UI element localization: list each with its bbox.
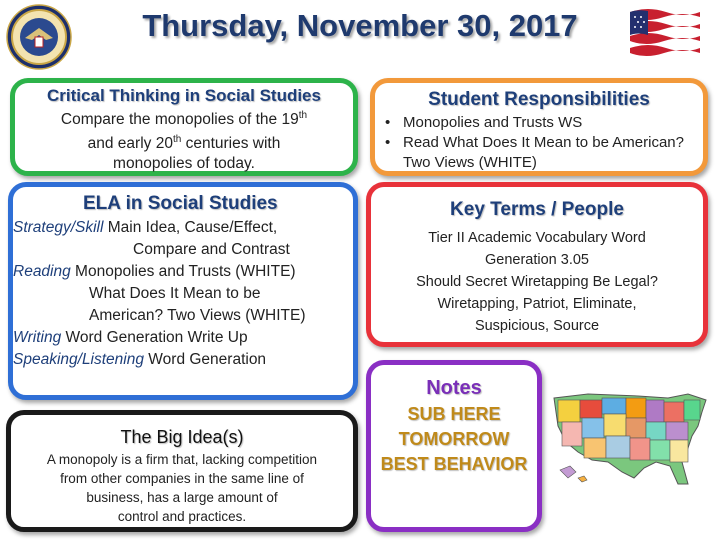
ela-value: Word Generation [144, 351, 267, 368]
key-terms-line: Generation 3.05 [485, 252, 589, 268]
ela-label: Speaking/Listening [13, 351, 144, 368]
ela-row [13, 261, 353, 283]
ela-content [13, 217, 353, 371]
critical-thinking-line-2 [15, 130, 353, 154]
key-terms-line: Tier II Academic Vocabulary Word [428, 230, 646, 246]
critical-thinking-heading: Critical Thinking in Social Studies [47, 86, 321, 105]
ela-value: Main Idea, Cause/Effect, [103, 219, 278, 236]
ela-value: Word Generation Write Up [61, 329, 248, 346]
student-responsibilities-heading: Student Responsibilities [428, 89, 650, 110]
notes-line: TOMORROW [398, 429, 510, 449]
ela-value: What Does It Mean to be [89, 285, 261, 302]
key-terms-panel [366, 182, 708, 347]
key-terms-line: Wiretapping, Patriot, Eliminate, [437, 296, 637, 312]
big-idea-panel [6, 410, 358, 532]
ela-value: American? Two Views (WHITE) [89, 307, 306, 324]
ct-line1-text: Compare the monopolies of the 19 [60, 111, 299, 129]
ct-line2-text: and early 20 [87, 135, 173, 153]
key-terms-heading: Key Terms / People [450, 199, 624, 220]
us-flag-icon [626, 6, 700, 68]
ela-value: Monopolies and Trusts (WHITE) [70, 263, 296, 280]
critical-thinking-text [15, 106, 353, 174]
critical-thinking-line-3: monopolies of today. [113, 155, 255, 173]
ela-row [13, 305, 353, 327]
ela-heading: ELA in Social Studies [83, 193, 278, 214]
ela-row [13, 217, 353, 239]
notes-line: BEST BEHAVIOR [380, 454, 528, 474]
ela-row [13, 283, 353, 305]
ela-panel [8, 182, 358, 400]
student-responsibilities-panel [370, 78, 708, 176]
responsibilities-list [381, 113, 703, 173]
notes-content [371, 402, 537, 477]
ct-sup1: th [298, 110, 308, 121]
big-idea-line: from other companies in the same line of [60, 471, 304, 486]
big-idea-heading: The Big Idea(s) [120, 427, 244, 447]
ela-row [13, 239, 353, 261]
page-title: Thursday, November 30, 2017 [142, 8, 578, 43]
list-item: • Read What Does It Mean to be American? Two Views (WHITE) [381, 133, 703, 173]
ela-label: Writing [13, 329, 62, 346]
critical-thinking-line-1 [15, 106, 353, 130]
key-terms-line: Should Secret Wiretapping Be Legal? [416, 274, 658, 290]
ela-row [13, 349, 353, 371]
presidential-seal-icon [6, 4, 72, 70]
ela-label: Strategy/Skill [13, 219, 104, 236]
big-idea-line: control and practices. [117, 509, 247, 524]
us-map-icon [548, 386, 714, 490]
key-terms-line: Suspicious, Source [474, 318, 600, 334]
ct-line2-post: centuries with [181, 135, 281, 153]
big-idea-line: business, has a large amount of [86, 490, 278, 505]
notes-line: SUB HERE [407, 404, 501, 424]
ela-value: Compare and Contrast [133, 241, 290, 258]
ela-label: Reading [13, 263, 71, 280]
key-terms-content [371, 227, 703, 337]
big-idea-content [11, 450, 353, 526]
notes-panel [366, 360, 542, 532]
notes-heading: Notes [426, 377, 482, 399]
critical-thinking-panel [10, 78, 358, 176]
big-idea-line: A monopoly is a firm that, lacking competition [46, 452, 318, 467]
list-item: • Monopolies and Trusts WS [381, 113, 703, 133]
ela-row [13, 327, 353, 349]
ct-sup2: th [172, 134, 182, 146]
